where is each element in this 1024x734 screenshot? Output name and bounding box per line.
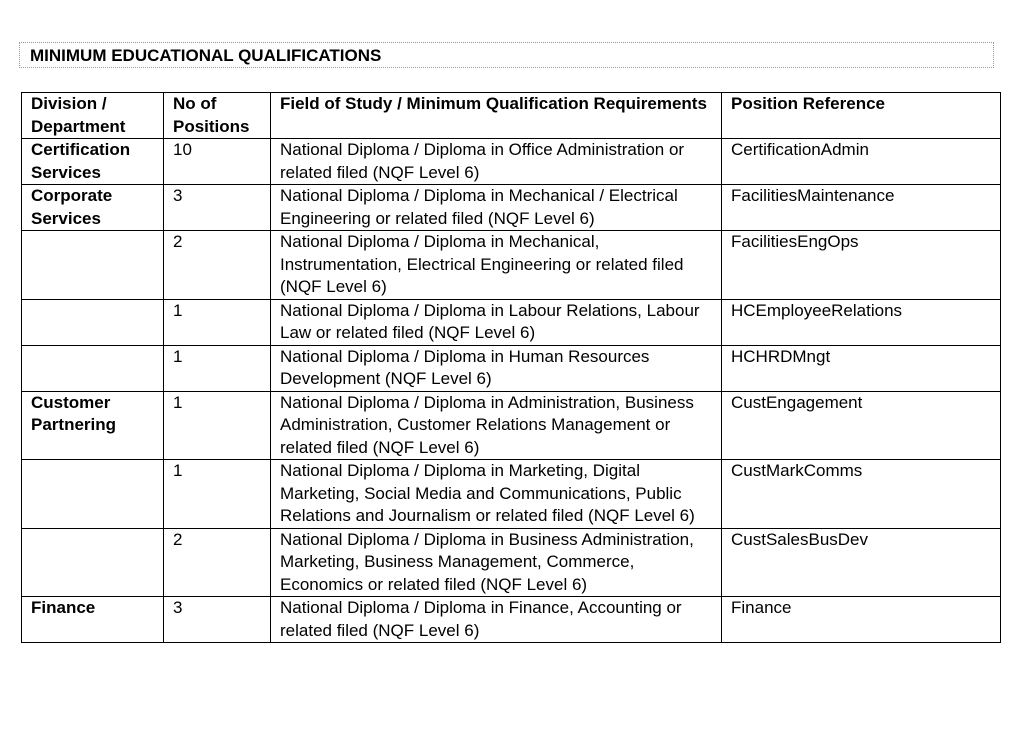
field-cell: National Diploma / Diploma in Marketing, Digital Marketing, Social Media and Communications, Public Relations and Journalism or related filed (NQF Level 6) (271, 460, 722, 529)
positions-cell: 2 (164, 231, 271, 300)
reference-cell: FacilitiesMaintenance (722, 185, 1001, 231)
reference-cell: CustEngagement (722, 391, 1001, 460)
division-cell: Finance (22, 597, 164, 643)
positions-cell: 1 (164, 391, 271, 460)
header-division: Division / Department (22, 93, 164, 139)
header-field-of-study: Field of Study / Minimum Qualification Requirements (271, 93, 722, 139)
reference-cell: HCHRDMngt (722, 345, 1001, 391)
reference-cell: CustSalesBusDev (722, 528, 1001, 597)
table-row (22, 597, 1001, 643)
field-cell: National Diploma / Diploma in Business Administration, Marketing, Business Management, Commerce, Economics or related filed (NQF Level 6) (271, 528, 722, 597)
division-cell: Certification Services (22, 139, 164, 185)
positions-cell: 1 (164, 345, 271, 391)
qualifications-table (21, 92, 1001, 643)
division-cell-empty (22, 345, 164, 391)
reference-cell: Finance (722, 597, 1001, 643)
reference-cell: CustMarkComms (722, 460, 1001, 529)
positions-cell: 3 (164, 597, 271, 643)
positions-cell: 3 (164, 185, 271, 231)
division-cell-empty (22, 231, 164, 300)
division-cell: Corporate Services (22, 185, 164, 231)
table-row (22, 345, 1001, 391)
division-cell-empty (22, 460, 164, 529)
table-header-row (22, 93, 1001, 139)
table-row (22, 185, 1001, 231)
section-title: MINIMUM EDUCATIONAL QUALIFICATIONS (30, 46, 382, 65)
field-cell: National Diploma / Diploma in Mechanical / Electrical Engineering or related filed (NQF Level 6) (271, 185, 722, 231)
reference-cell: FacilitiesEngOps (722, 231, 1001, 300)
table-row (22, 231, 1001, 300)
division-cell-empty (22, 528, 164, 597)
positions-cell: 10 (164, 139, 271, 185)
reference-cell: CertificationAdmin (722, 139, 1001, 185)
table-row (22, 391, 1001, 460)
field-cell: National Diploma / Diploma in Labour Relations, Labour Law or related filed (NQF Level 6) (271, 299, 722, 345)
table-row (22, 460, 1001, 529)
field-cell: National Diploma / Diploma in Finance, Accounting or related filed (NQF Level 6) (271, 597, 722, 643)
positions-cell: 2 (164, 528, 271, 597)
field-cell: National Diploma / Diploma in Office Administration or related filed (NQF Level 6) (271, 139, 722, 185)
field-cell: National Diploma / Diploma in Administration, Business Administration, Customer Relations Management or related filed (NQF Level 6) (271, 391, 722, 460)
header-position-reference: Position Reference (722, 93, 1001, 139)
table-row (22, 139, 1001, 185)
table-row (22, 528, 1001, 597)
division-cell: Customer Partnering (22, 391, 164, 460)
field-cell: National Diploma / Diploma in Mechanical, Instrumentation, Electrical Engineering or related filed (NQF Level 6) (271, 231, 722, 300)
positions-cell: 1 (164, 460, 271, 529)
table-row (22, 299, 1001, 345)
reference-cell: HCEmployeeRelations (722, 299, 1001, 345)
positions-cell: 1 (164, 299, 271, 345)
section-heading-box (19, 42, 994, 68)
field-cell: National Diploma / Diploma in Human Resources Development (NQF Level 6) (271, 345, 722, 391)
header-positions: No of Positions (164, 93, 271, 139)
division-cell-empty (22, 299, 164, 345)
